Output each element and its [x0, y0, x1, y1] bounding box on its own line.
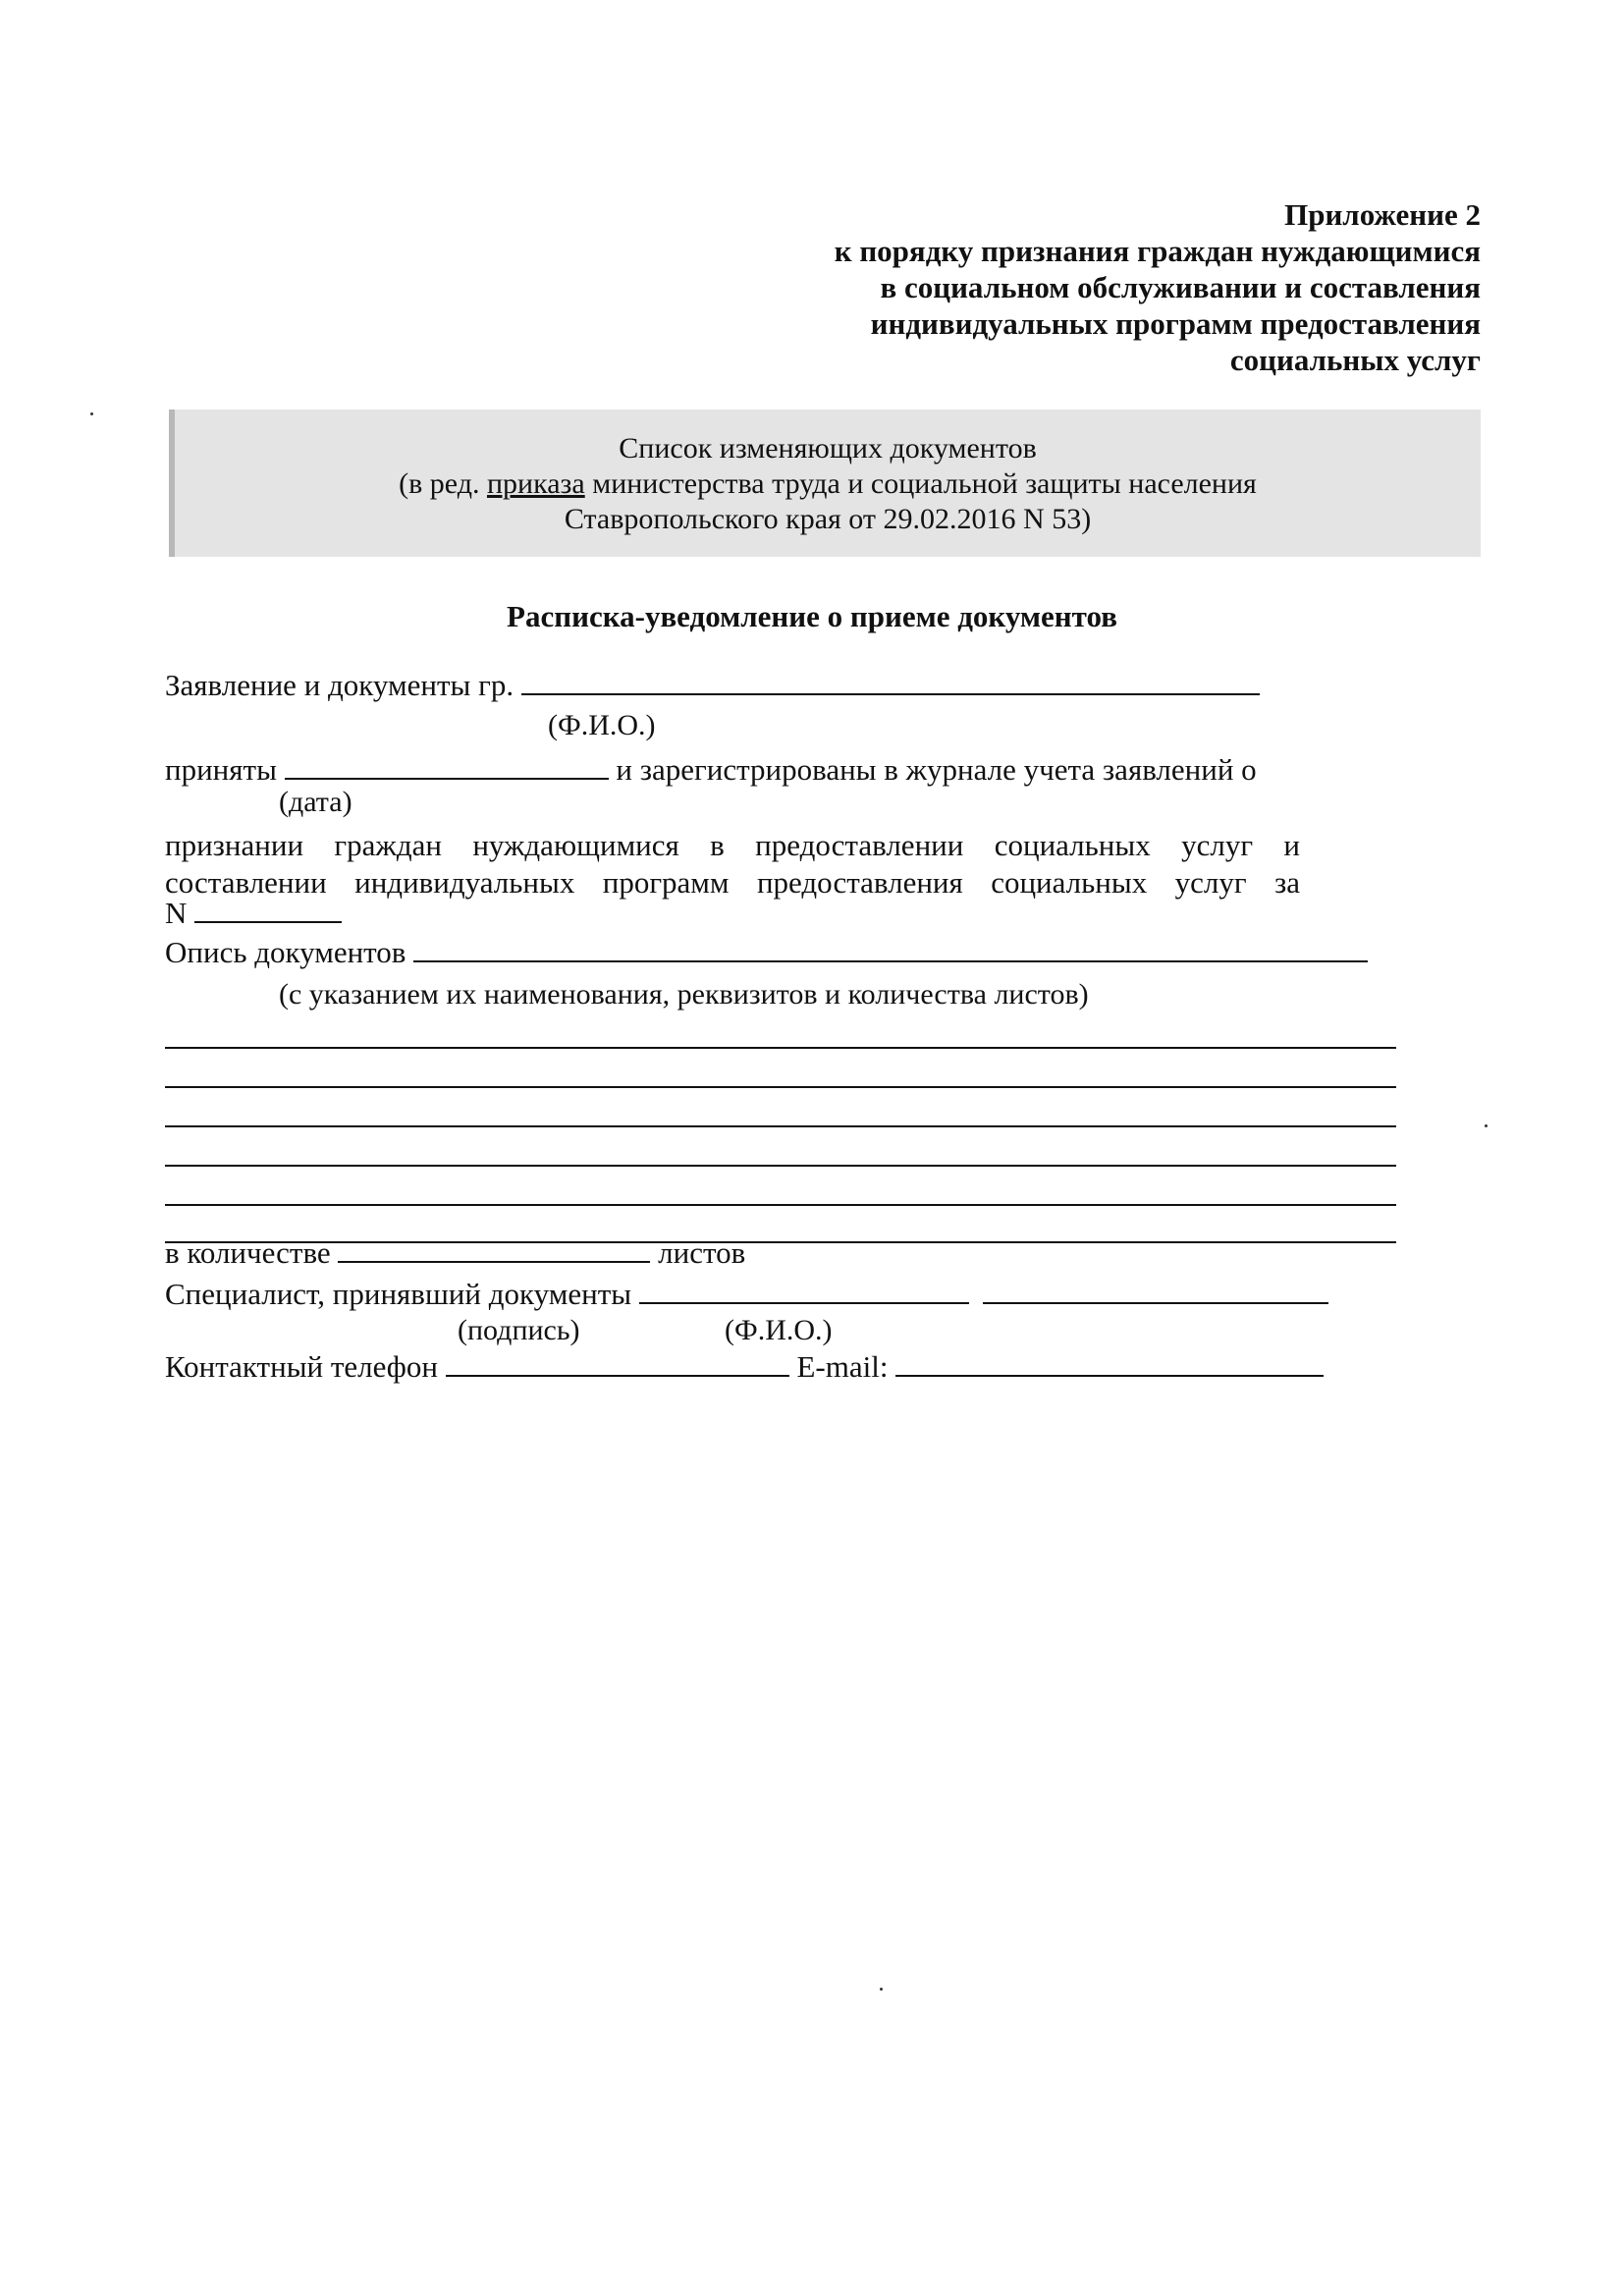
- appendix-header: [597, 196, 1481, 378]
- signature-field[interactable]: [639, 1277, 969, 1304]
- quantity-label: в количестве: [165, 1235, 331, 1270]
- paragraph-line-1: признании граждан нуждающимися в предоставлении социальных услуг и: [165, 828, 1300, 862]
- inventory-line-1[interactable]: [165, 1047, 1396, 1049]
- appendix-line: Приложение 2: [1284, 197, 1481, 232]
- number-label: N: [165, 896, 188, 930]
- accepted-label: приняты: [165, 752, 277, 787]
- fio-hint: (Ф.И.О.): [548, 709, 656, 741]
- applicant-fio-field[interactable]: [521, 668, 1260, 695]
- statement-label: Заявление и документы гр.: [165, 668, 514, 702]
- specialist-row: [165, 1277, 1328, 1312]
- inventory-line-2[interactable]: [165, 1086, 1396, 1088]
- document-title: Расписка-уведомление о приеме документов: [507, 599, 1117, 633]
- specialist-label: Специалист, принявший документы: [165, 1277, 632, 1311]
- appendix-line: в социальном обслуживании и составления: [880, 270, 1481, 304]
- inventory-field[interactable]: [413, 935, 1368, 962]
- specialist-fio-hint: (Ф.И.О.): [725, 1314, 833, 1346]
- appendix-line: социальных услуг: [1229, 343, 1481, 377]
- signature-hint: (подпись): [458, 1314, 580, 1346]
- phone-label: Контактный телефон: [165, 1349, 438, 1384]
- number-field[interactable]: [194, 896, 342, 923]
- quantity-row: [165, 1235, 745, 1271]
- appendix-line: к порядку признания граждан нуждающимися: [834, 234, 1481, 268]
- inventory-hint: (с указанием их наименования, реквизитов и количества листов): [279, 978, 1089, 1011]
- number-row: [165, 896, 342, 931]
- inventory-row: [165, 935, 1368, 970]
- inventory-line-3[interactable]: [165, 1125, 1396, 1127]
- amending-prefix: (в ред.: [399, 467, 487, 500]
- amending-documents-line-3: Ставропольского края от 29.02.2016 N 53): [564, 503, 1092, 535]
- date-hint: (дата): [279, 786, 352, 818]
- statement-row: [165, 668, 1260, 703]
- order-link[interactable]: приказа: [486, 467, 585, 500]
- email-label: E-mail:: [796, 1349, 889, 1384]
- sheets-label: листов: [658, 1235, 746, 1270]
- amending-suffix: министерства труда и социальной защиты населения: [584, 467, 1257, 500]
- registered-text: и зарегистрированы в журнале учета заявлений о: [616, 752, 1257, 787]
- amending-documents-box: [169, 410, 1481, 557]
- accepted-date-field[interactable]: [285, 752, 609, 780]
- accepted-row: [165, 752, 1257, 788]
- contacts-row: [165, 1349, 1324, 1385]
- quantity-field[interactable]: [338, 1235, 650, 1263]
- scan-speck: [90, 412, 93, 415]
- inventory-line-5[interactable]: [165, 1204, 1396, 1206]
- paragraph-line-2: составлении индивидуальных программ предоставления социальных услуг за: [165, 865, 1300, 900]
- inventory-label: Опись документов: [165, 935, 406, 969]
- specialist-fio-field[interactable]: [983, 1277, 1328, 1304]
- amending-documents-line: [175, 466, 1481, 502]
- scan-speck: [1485, 1124, 1488, 1127]
- inventory-line-4[interactable]: [165, 1165, 1396, 1167]
- appendix-line: индивидуальных программ предоставления: [870, 306, 1481, 341]
- email-field[interactable]: [895, 1349, 1324, 1377]
- phone-field[interactable]: [446, 1349, 789, 1377]
- amending-documents-title: Список изменяющих документов: [619, 432, 1037, 465]
- scan-speck: [880, 1988, 883, 1991]
